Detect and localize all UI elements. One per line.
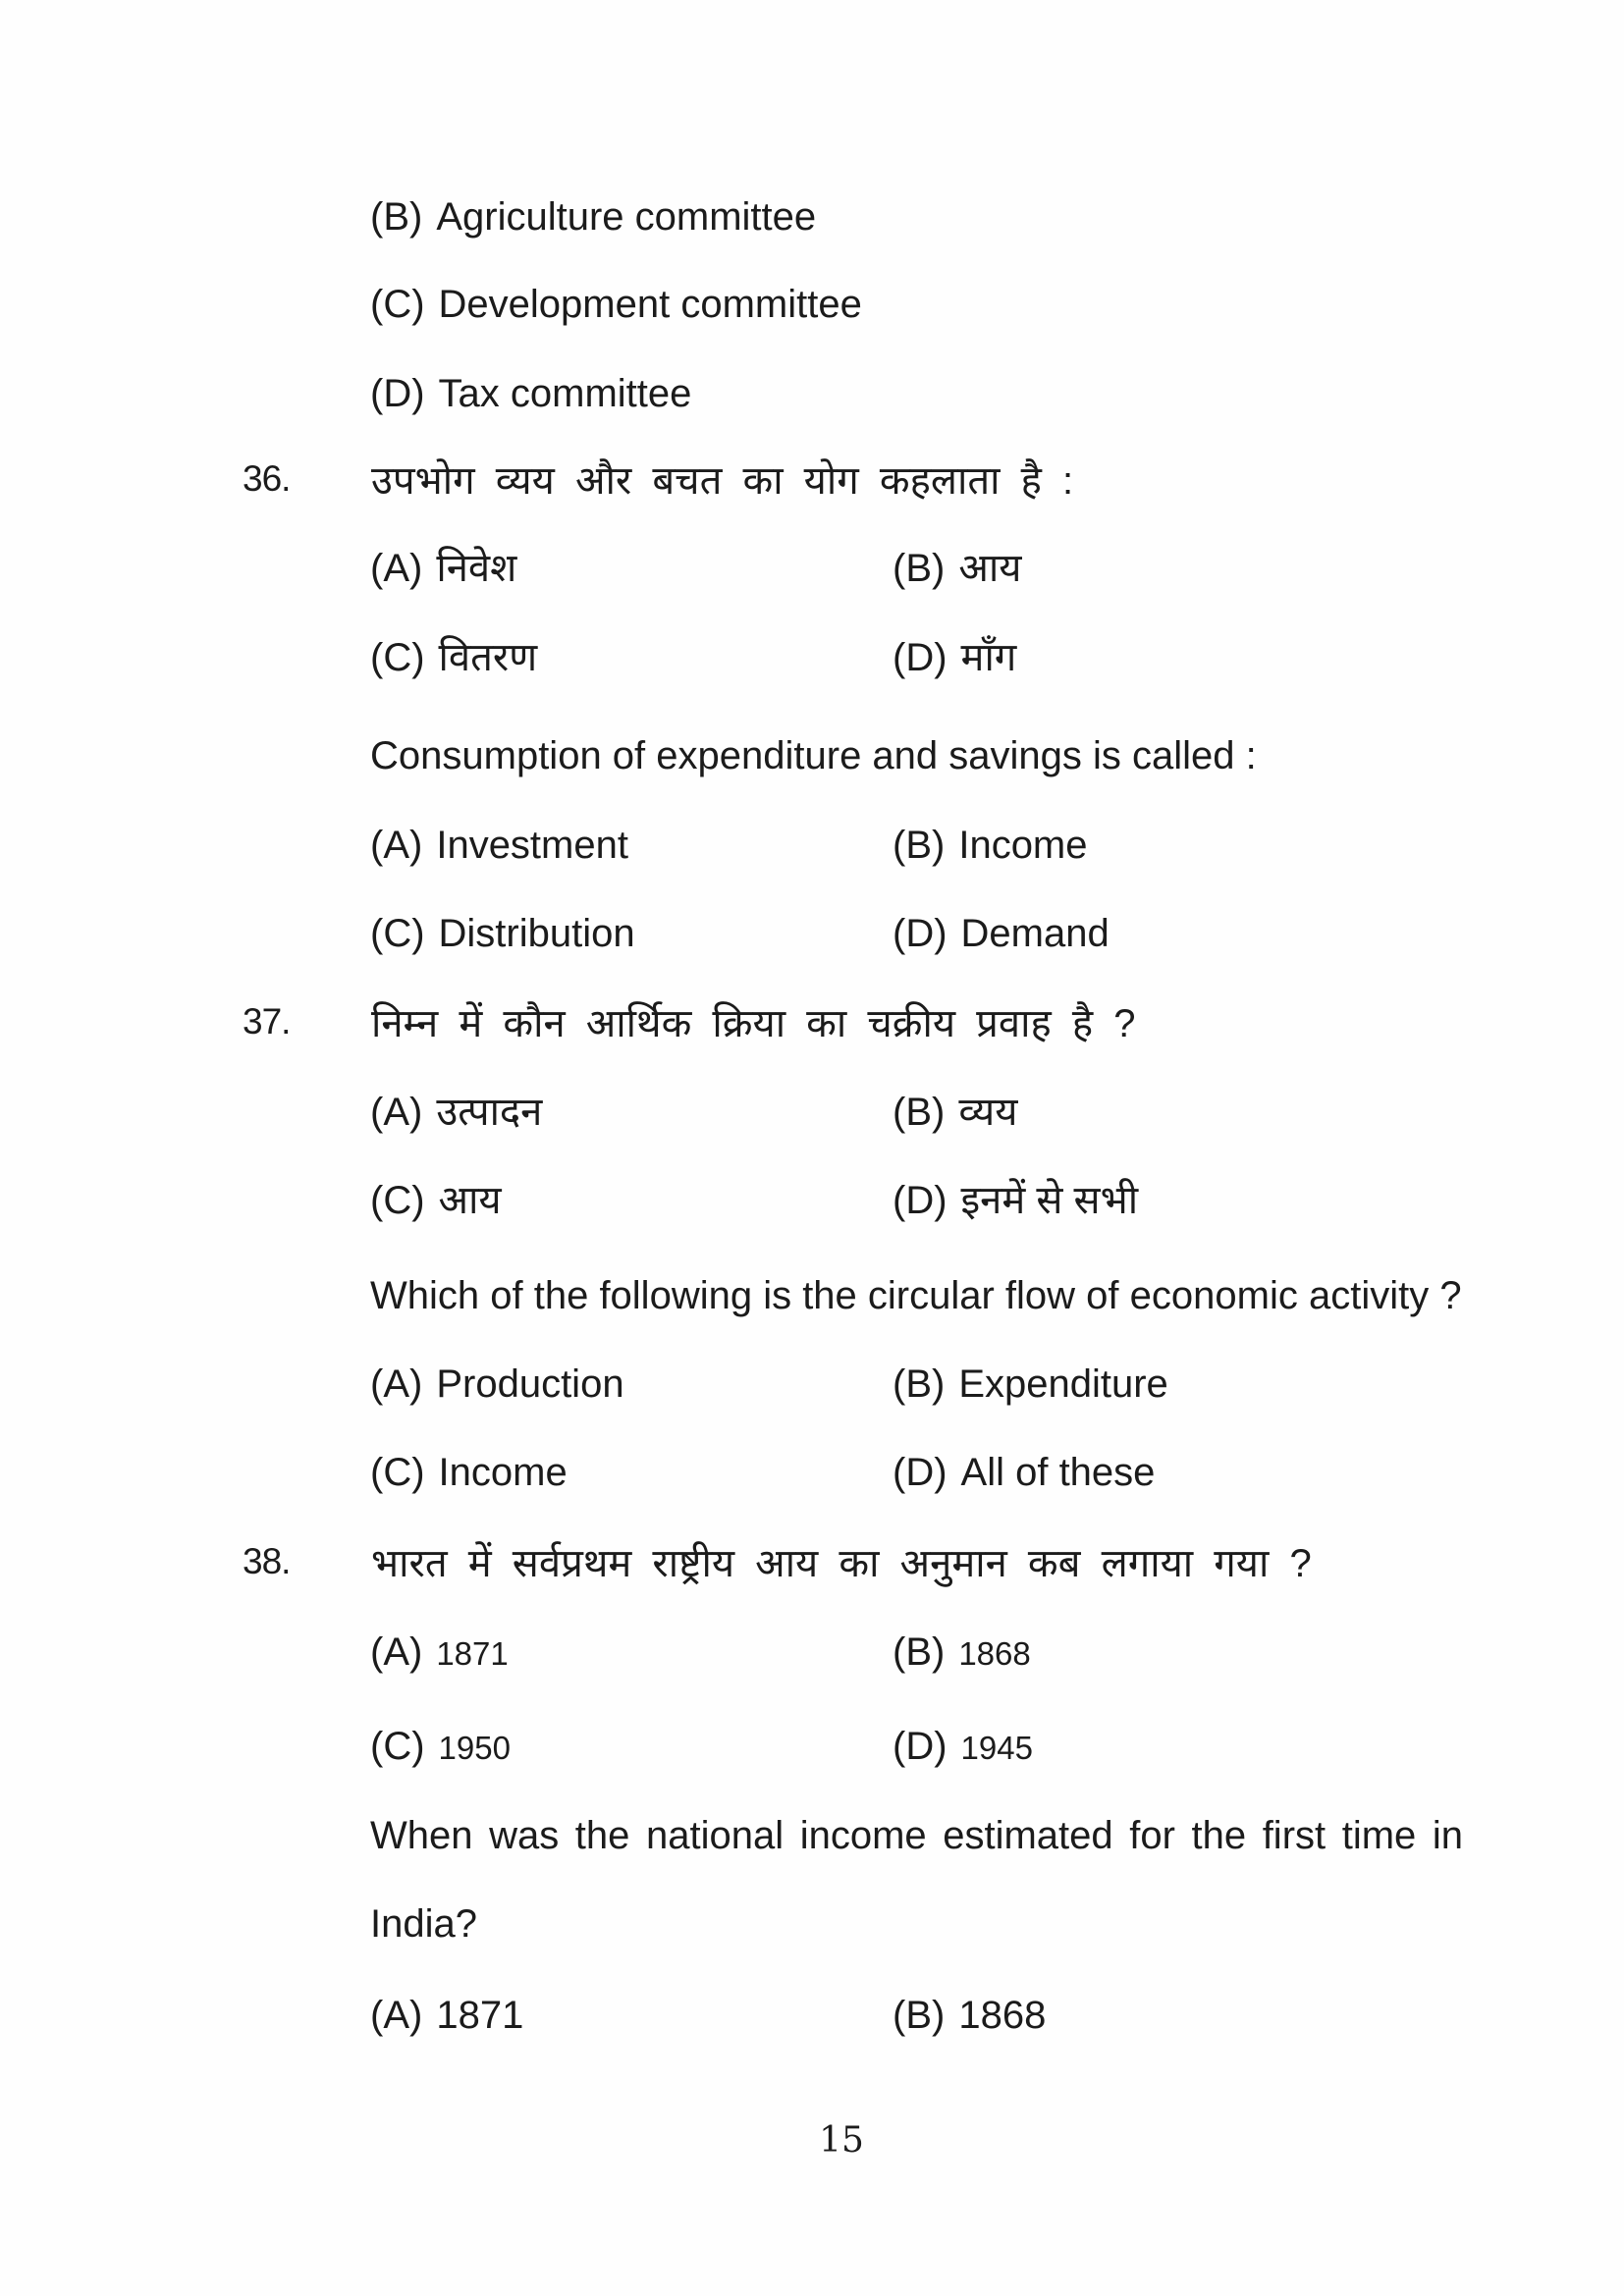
question-38-english-text-continued: India? [370, 1902, 477, 1946]
option-label: (B) [893, 1994, 946, 2037]
option-text: इनमें से सभी [960, 1179, 1139, 1222]
option-text: उत्पादन [436, 1091, 543, 1134]
option-text: माँग [960, 636, 1017, 679]
question-36-number: 36. [243, 458, 291, 499]
q38-english-option-b [893, 1994, 1046, 2037]
option-text: Production [436, 1362, 624, 1406]
question-38-number: 38. [243, 1541, 291, 1581]
carryover-option-b [370, 195, 816, 239]
q37-english-option-c [370, 1451, 568, 1494]
q36-hindi-option-c [370, 636, 537, 679]
q36-english-option-d [893, 912, 1110, 955]
q37-hindi-option-d [893, 1179, 1138, 1222]
option-text: Demand [960, 912, 1110, 955]
q36-hindi-option-b [893, 547, 1021, 590]
question-36-hindi-text: उपभोग व्यय और बचत का योग कहलाता है : [371, 459, 1074, 503]
option-label: (A) [370, 1091, 423, 1134]
option-label: (D) [370, 372, 425, 415]
option-label: (A) [370, 1362, 423, 1406]
option-text: Income [958, 824, 1088, 867]
option-text: 1871 [436, 1635, 509, 1672]
option-text: Distribution [438, 912, 635, 955]
option-label: (C) [370, 1725, 425, 1768]
page-number: 15 [819, 2120, 864, 2161]
q37-hindi-option-b [893, 1091, 1017, 1134]
q37-hindi-option-c [370, 1179, 502, 1222]
option-text: निवेश [436, 547, 517, 590]
option-text: Tax committee [438, 372, 692, 415]
option-label: (A) [370, 1994, 423, 2037]
q38-hindi-option-a [370, 1630, 509, 1674]
option-label: (A) [370, 1630, 423, 1674]
option-label: (D) [893, 1179, 947, 1222]
option-label: (C) [370, 912, 425, 955]
option-label: (B) [370, 195, 423, 239]
option-text: Development committee [438, 283, 862, 326]
option-label: (C) [370, 283, 425, 326]
q36-english-option-a [370, 824, 628, 867]
question-37-number: 37. [243, 1001, 291, 1041]
q36-english-option-b [893, 824, 1088, 867]
option-label: (B) [893, 1630, 946, 1674]
question-36-english-text: Consumption of expenditure and savings is called : [370, 734, 1257, 777]
q37-english-option-b [893, 1362, 1168, 1406]
q37-hindi-option-a [370, 1091, 542, 1134]
option-label: (D) [893, 1725, 947, 1768]
q36-hindi-option-a [370, 547, 516, 590]
option-label: (A) [370, 547, 423, 590]
q37-english-option-d [893, 1451, 1155, 1494]
option-label: (B) [893, 1362, 946, 1406]
option-label: (B) [893, 547, 946, 590]
option-text: Agriculture committee [436, 195, 817, 239]
option-text: 1868 [958, 1994, 1047, 2037]
option-label: (A) [370, 824, 423, 867]
option-text: 1945 [960, 1730, 1033, 1766]
option-label: (C) [370, 1451, 425, 1494]
option-text: आय [438, 1179, 502, 1222]
option-text: All of these [960, 1451, 1156, 1494]
option-label: (D) [893, 912, 947, 955]
option-text: वितरण [438, 636, 538, 679]
option-text: आय [958, 547, 1022, 590]
question-38-english-text: When was the national income estimated for the first time in [370, 1814, 1463, 1857]
option-label: (D) [893, 636, 947, 679]
option-text: 1871 [436, 1994, 524, 2037]
question-37-hindi-text: निम्न में कौन आर्थिक क्रिया का चक्रीय प्रवाह है ? [371, 1002, 1136, 1045]
option-label: (B) [893, 1091, 946, 1134]
carryover-option-c [370, 283, 862, 326]
option-label: (C) [370, 1179, 425, 1222]
option-text: Investment [436, 824, 628, 867]
option-label: (C) [370, 636, 425, 679]
q37-english-option-a [370, 1362, 624, 1406]
question-38-hindi-text: भारत में सर्वप्रथम राष्ट्रीय आय का अनुमान कब लगाया गया ? [371, 1542, 1312, 1585]
q36-english-option-c [370, 912, 635, 955]
question-37-english-text: Which of the following is the circular flow of economic activity ? [370, 1274, 1462, 1317]
q36-hindi-option-d [893, 636, 1016, 679]
option-text: व्यय [958, 1091, 1018, 1134]
q38-english-option-a [370, 1994, 523, 2037]
option-text: 1868 [958, 1635, 1031, 1672]
q38-hindi-option-b [893, 1630, 1031, 1674]
option-text: Income [438, 1451, 568, 1494]
option-text: Expenditure [958, 1362, 1168, 1406]
carryover-option-d [370, 372, 691, 415]
option-label: (D) [893, 1451, 947, 1494]
q38-hindi-option-d [893, 1725, 1033, 1768]
q38-hindi-option-c [370, 1725, 511, 1768]
option-label: (B) [893, 824, 946, 867]
option-text: 1950 [438, 1730, 511, 1766]
